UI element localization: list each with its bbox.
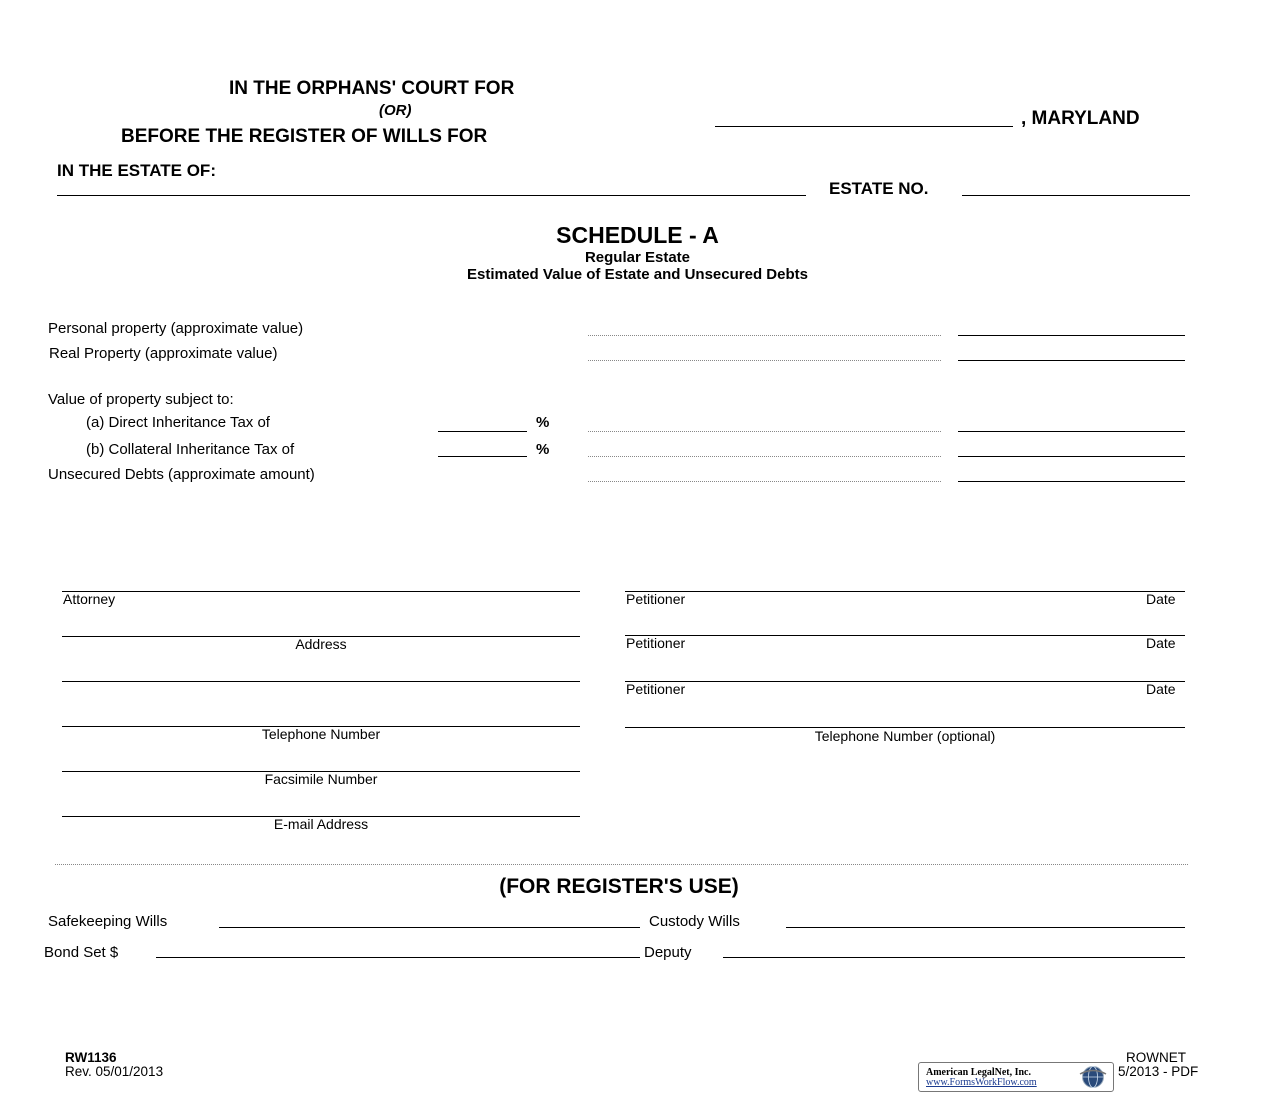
- dot-leader: [588, 456, 941, 457]
- attorney-label: Attorney: [63, 591, 116, 607]
- globe-icon: [1077, 1065, 1109, 1089]
- county-field[interactable]: [715, 126, 1013, 127]
- collateral-tax-percent-field[interactable]: [438, 456, 527, 457]
- attorney-signature-field[interactable]: [62, 591, 580, 592]
- collateral-tax-value-field[interactable]: [958, 456, 1185, 457]
- bond-label: Bond Set $: [44, 944, 119, 961]
- bond-field[interactable]: [156, 957, 640, 958]
- pdf-version: 5/2013 - PDF: [1118, 1064, 1199, 1079]
- address-label: Address: [295, 636, 347, 652]
- schedule-title: SCHEDULE - A: [556, 222, 719, 248]
- petitioner-label: Petitioner: [626, 681, 686, 697]
- real-property-label: Real Property (approximate value): [49, 345, 278, 362]
- safekeeping-field[interactable]: [219, 927, 640, 928]
- custody-field[interactable]: [786, 927, 1185, 928]
- logo-url[interactable]: www.FormsWorkFlow.com: [926, 1077, 1037, 1088]
- petitioner-signature-field-3[interactable]: [625, 681, 1185, 682]
- safekeeping-label: Safekeeping Wills: [48, 913, 168, 930]
- petitioner-label: Petitioner: [626, 635, 686, 651]
- email-label: E-mail Address: [273, 816, 369, 832]
- collateral-tax-label: (b) Collateral Inheritance Tax of: [86, 441, 295, 458]
- address-field-2[interactable]: [62, 681, 580, 682]
- unsecured-debts-label: Unsecured Debts (approximate amount): [48, 466, 315, 483]
- petitioner-telephone-label: Telephone Number (optional): [814, 728, 996, 744]
- register-heading: BEFORE THE REGISTER OF WILLS FOR: [121, 126, 488, 147]
- logo-company-name: American LegalNet, Inc.: [926, 1067, 1031, 1078]
- real-property-field[interactable]: [958, 360, 1185, 361]
- petitioner-label: Petitioner: [626, 591, 686, 607]
- register-use-heading: (FOR REGISTER'S USE): [499, 875, 739, 898]
- estate-of-label: IN THE ESTATE OF:: [57, 161, 216, 180]
- percent-sign: %: [536, 414, 550, 431]
- state-label: , MARYLAND: [1021, 108, 1140, 129]
- dot-leader: [588, 431, 941, 432]
- direct-tax-label: (a) Direct Inheritance Tax of: [86, 414, 270, 431]
- percent-sign: %: [536, 441, 550, 458]
- date-label: Date: [1146, 681, 1176, 697]
- date-label: Date: [1146, 591, 1176, 607]
- fax-label: Facsimile Number: [264, 771, 378, 787]
- schedule-description: Estimated Value of Estate and Unsecured Debts: [467, 266, 808, 283]
- petitioner-signature-field-1[interactable]: [625, 591, 1185, 592]
- legalnet-logo: [918, 1062, 1114, 1092]
- schedule-subtitle: Regular Estate: [584, 249, 691, 266]
- or-label: (OR): [379, 102, 412, 119]
- revision-date: Rev. 05/01/2013: [65, 1064, 164, 1079]
- direct-tax-percent-field[interactable]: [438, 431, 527, 432]
- dot-leader: [588, 360, 941, 361]
- deputy-label: Deputy: [644, 944, 692, 961]
- date-label: Date: [1146, 635, 1176, 651]
- estate-no-field[interactable]: [962, 195, 1190, 196]
- form-number: RW1136: [65, 1050, 117, 1065]
- custody-label: Custody Wills: [649, 913, 740, 930]
- unsecured-debts-field[interactable]: [958, 481, 1185, 482]
- telephone-label: Telephone Number: [261, 726, 381, 742]
- estate-no-label: ESTATE NO.: [829, 179, 929, 198]
- rownet-label: ROWNET: [1126, 1050, 1186, 1065]
- estate-name-field[interactable]: [57, 195, 806, 196]
- section-divider: [55, 864, 1188, 865]
- court-heading: IN THE ORPHANS' COURT FOR: [229, 78, 515, 99]
- petitioner-signature-field-2[interactable]: [625, 635, 1185, 636]
- dot-leader: [588, 335, 941, 336]
- deputy-field[interactable]: [723, 957, 1185, 958]
- personal-property-field[interactable]: [958, 335, 1185, 336]
- subject-to-label: Value of property subject to:: [48, 391, 234, 408]
- direct-tax-value-field[interactable]: [958, 431, 1185, 432]
- dot-leader: [588, 481, 941, 482]
- personal-property-label: Personal property (approximate value): [48, 320, 304, 337]
